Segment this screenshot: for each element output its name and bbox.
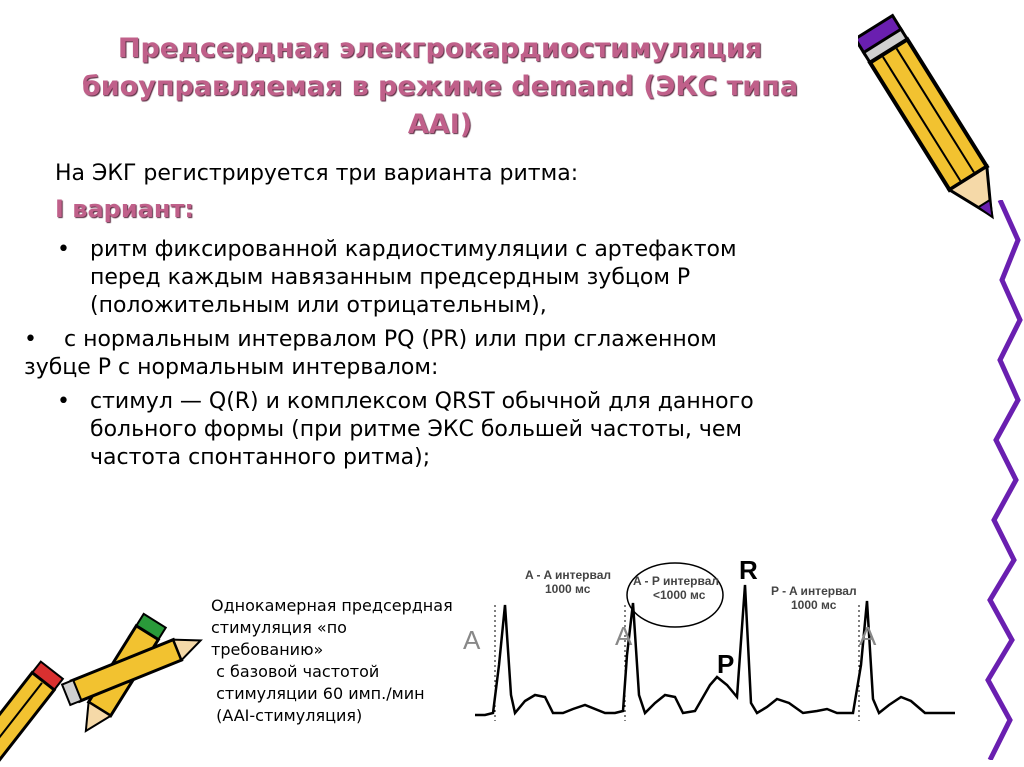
bullet-line: с нормальным интервалом PQ (PR) или при сглаженном — [57, 327, 717, 352]
stimulus-label-a2: A — [615, 621, 633, 651]
title-line-2: биоуправляемая в режиме demand (ЭКС типа — [81, 71, 799, 102]
slide-title — [40, 30, 840, 144]
caption-line-1: Однокамерная предсердная — [211, 596, 453, 615]
bullet-marker: • — [57, 389, 70, 414]
stimulus-label-a3: A — [859, 621, 877, 651]
variant-heading: I вариант: — [55, 195, 194, 223]
caption-line-5: стимуляции 60 имп./мин — [211, 684, 425, 703]
bullet-line: частота спонтанного ритма); — [90, 445, 431, 470]
bullet-line: перед каждым навязанным предсердным зубцом Р — [90, 265, 691, 290]
caption-line-3: требованию» — [211, 640, 324, 659]
stimulus-label-a1: A — [463, 625, 481, 655]
caption-line-2: стимуляция «по — [211, 618, 347, 637]
bullet-marker: • — [57, 237, 70, 262]
bullet-line: зубце Р с нормальным интервалом: — [24, 355, 439, 380]
caption-line-6: (AAI-стимуляция) — [211, 706, 363, 725]
bullet-marker: • — [24, 327, 37, 352]
bullet-list — [24, 236, 957, 478]
p-wave-label: P — [717, 649, 735, 679]
pa-interval-value: 1000 мс — [791, 598, 837, 612]
ap-interval-label: A - P интервал — [633, 574, 720, 588]
ecg-diagram — [455, 545, 975, 767]
pa-interval-label: P - A интервал — [771, 584, 857, 598]
caption-line-4: с базовой частотой — [211, 662, 380, 681]
intro-text: На ЭКГ регистрируется три варианта ритма: — [55, 161, 579, 186]
ap-interval-value: <1000 мс — [653, 588, 706, 602]
bullet-line: (положительным или отрицательным), — [90, 293, 547, 318]
bullet-item-2 — [24, 326, 957, 382]
r-wave-label: R — [739, 555, 758, 585]
bullet-line: стимул — Q(R) и комплексом QRST обычной для данного — [90, 389, 754, 414]
bullet-item-3 — [57, 388, 957, 472]
bullet-line: ритм фиксированной кардиостимуляции с артефактом — [90, 237, 737, 262]
pencils-clipart-icon — [0, 612, 210, 762]
bullet-item-1 — [57, 236, 957, 320]
title-line-1: Предсердная элекгрокардиостимуляция — [117, 33, 763, 64]
bullet-line: больного формы (при ритме ЭКС большей частоты, чем — [90, 417, 743, 442]
ecg-trace — [475, 585, 955, 715]
title-line-3: AAI) — [407, 109, 473, 140]
ecg-caption — [211, 595, 453, 727]
aa-interval-value: 1000 мс — [545, 582, 591, 596]
aa-interval-label: A - A интервал — [525, 568, 612, 582]
